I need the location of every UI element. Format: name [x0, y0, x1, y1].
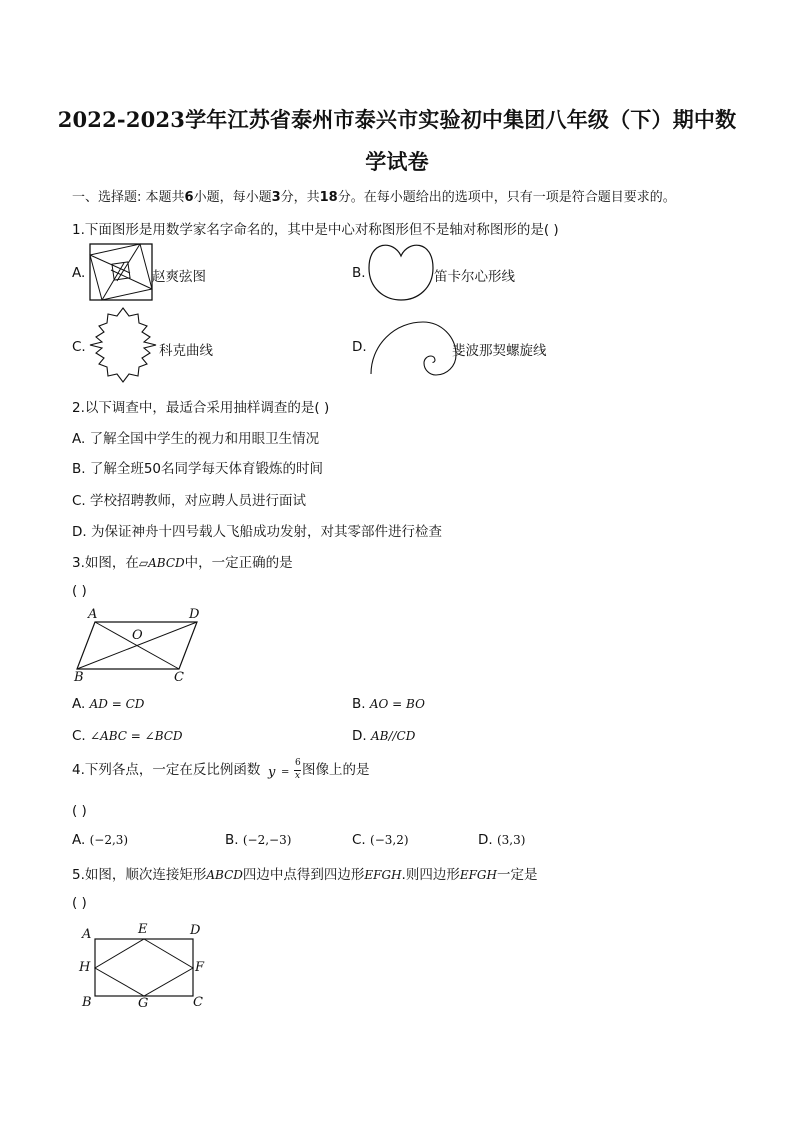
q4-option-a: A. (−2,3)	[72, 832, 129, 848]
q2-option-c: C. 学校招聘教师，对应聘人员进行面试	[72, 493, 307, 509]
question-4-stem-a: 4.下列各点，一定在反比例函数	[72, 762, 261, 778]
zhao-shuang-diagram-figure	[89, 243, 153, 301]
fig3-label-c: C	[174, 670, 184, 685]
q3-option-a: A. AD = CD	[72, 696, 145, 712]
q4-option-c: C. (−3,2)	[352, 832, 409, 848]
section-header: 一、选择题: 本题共6小题，每小题3分，共18分。在每小题给出的选项中，只有一项是符合题目要求的。	[72, 190, 676, 205]
fig3-label-b: B	[74, 670, 84, 685]
page-title-line-1: 2022-2023学年江苏省泰州市泰兴市实验初中集团八年级（下）期中数	[57, 107, 737, 132]
function-equals: =	[281, 767, 290, 778]
q4-option-b: B. (−2,−3)	[225, 832, 292, 848]
fig5-label-e: E	[138, 922, 148, 937]
q1-option-d-text: 斐波那契螺旋线	[452, 343, 547, 359]
q1-option-a-letter: A.	[72, 265, 86, 281]
fig5-label-c: C	[193, 995, 203, 1010]
fig5-label-g: G	[138, 996, 149, 1011]
question-5-stem: 5.如图，顺次连接矩形ABCD四边中点得到四边形EFGH.则四边形EFGH一定是	[72, 867, 538, 883]
question-5-paren: ( )	[72, 895, 87, 911]
question-2-stem: 2.以下调查中，最适合采用抽样调查的是( )	[72, 400, 330, 416]
fig5-label-f: F	[195, 960, 205, 975]
fig5-label-a: A	[82, 927, 92, 942]
q1-option-b-letter: B.	[352, 265, 366, 281]
question-4-paren: ( )	[72, 803, 87, 819]
rectangle-efgh-figure	[94, 938, 194, 998]
q3-option-d: D. AB//CD	[352, 728, 416, 744]
q2-option-b: B. 了解全班50名同学每天体育锻炼的时间	[72, 461, 324, 477]
koch-curve-figure	[86, 306, 160, 384]
fig5-label-b: B	[82, 995, 92, 1010]
q2-option-d: D. 为保证神舟十四号载人飞船成功发射，对其零部件进行检查	[72, 524, 442, 540]
q1-option-c-text: 科克曲线	[159, 343, 213, 359]
function-y: y	[268, 765, 276, 780]
cardioid-figure	[368, 242, 434, 302]
q3-option-b: B. AO = BO	[352, 696, 425, 712]
q1-option-d-letter: D.	[352, 339, 367, 355]
question-3-paren: ( )	[72, 583, 87, 599]
q3-option-c: C. ∠ABC = ∠BCD	[72, 728, 183, 744]
q1-option-b-text: 笛卡尔心形线	[434, 269, 515, 285]
fibonacci-spiral-figure	[370, 318, 456, 374]
q1-option-c-letter: C.	[72, 339, 86, 355]
question-1-stem: 1.下面图形是用数学家名字命名的，其中是中心对称图形但不是轴对称图形的是( )	[72, 222, 559, 238]
page-title-line-2: 学试卷	[365, 149, 429, 174]
fig3-label-a: A	[88, 607, 98, 622]
fig3-label-o: O	[132, 628, 143, 643]
q4-option-d: D. (3,3)	[478, 832, 526, 848]
q1-option-a-text: 赵爽弦图	[152, 269, 206, 285]
question-4-stem-b: 图像上的是	[302, 762, 370, 778]
function-numerator: 6	[295, 758, 301, 768]
fig3-label-d: D	[189, 607, 200, 622]
question-3-stem: 3.如图，在▱ABCD中，一定正确的是	[72, 555, 293, 571]
function-denominator: x	[295, 771, 301, 781]
q2-option-a: A. 了解全国中学生的视力和用眼卫生情况	[72, 431, 320, 447]
fig5-label-d: D	[190, 923, 201, 938]
fig5-label-h: H	[79, 960, 91, 975]
